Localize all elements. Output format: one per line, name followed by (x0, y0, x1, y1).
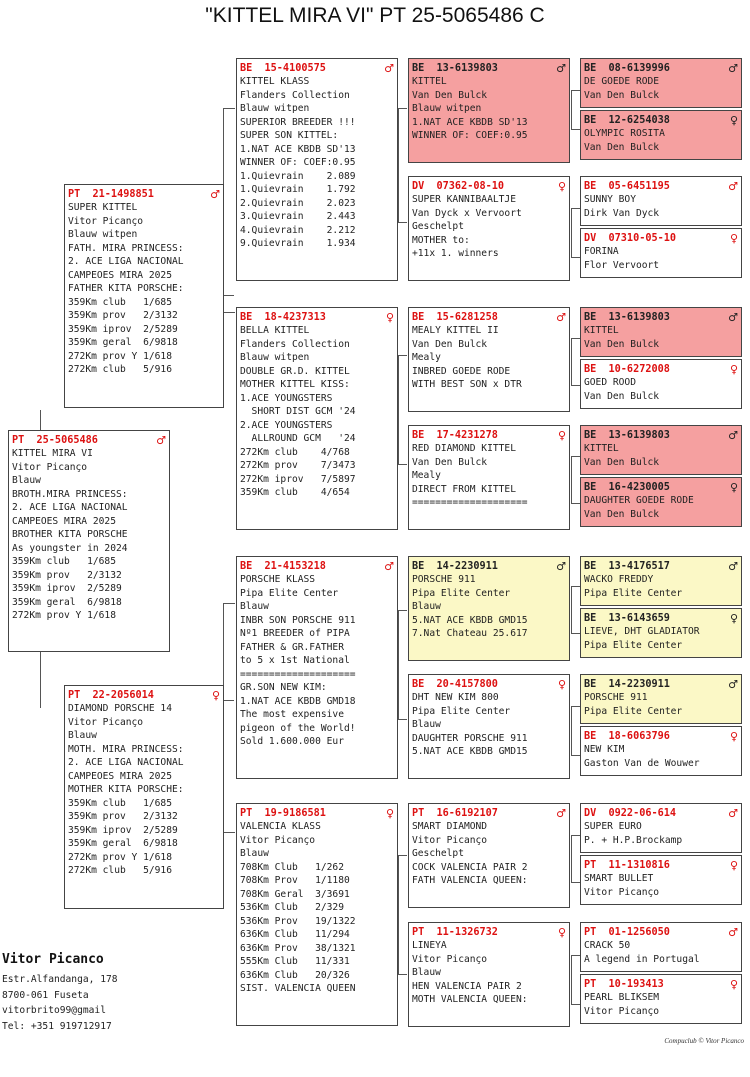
card-line: HEN VALENCIA PAIR 2 (412, 980, 522, 992)
card-line: 2. ACE LIGA NACIONAL (12, 502, 128, 513)
card-line: 2. ACE LIGA NACIONAL (68, 256, 184, 267)
card-line: ALLROUND GCM '24 (240, 433, 356, 444)
card-line: P. + H.P.Brockamp (584, 834, 683, 846)
card-line: 272Km club 4/768 (240, 446, 350, 458)
owner-name: Vitor Picanco (2, 952, 104, 967)
card-line: CAMPEOES MIRA 2025 (68, 770, 172, 782)
card-lines (68, 201, 220, 377)
card-line: Blauw (68, 730, 97, 741)
card-line: Vitor Picanço (584, 1005, 660, 1017)
card-line: 359Km club 4/654 (240, 487, 350, 498)
card-line: Blauw (412, 967, 441, 978)
ring-number: DV 07310-05-10 (584, 232, 677, 244)
male-symbol-icon: ♂ (728, 677, 738, 691)
card-line: FATHER KITA PORSCHE: (68, 283, 184, 294)
card-line: Van Den Bulck (584, 390, 660, 402)
ring-number: BE 13-6139803 (584, 429, 670, 441)
owner-email[interactable]: vitorbrito99@gmail (2, 1005, 106, 1017)
connector-subject-mother (40, 652, 41, 708)
card-line: 536Km Club 2/329 (240, 902, 344, 913)
ring-number: BE 18-4237313 (240, 311, 326, 323)
female-symbol-icon: ♀ (729, 113, 738, 127)
card-line: Blauw witpen (412, 103, 482, 114)
ring-number: BE 10-6272008 (584, 363, 670, 375)
card-line: Vitor Picanço (12, 461, 88, 473)
female-symbol-icon: ♀ (729, 611, 738, 625)
ring-number: PT 19-9186581 (240, 807, 326, 819)
male-symbol-icon: ♂ (728, 428, 738, 442)
card-line: 359Km club 1/685 (68, 296, 172, 308)
card-line: 272Km prov Y 1/618 (12, 610, 116, 621)
female-symbol-icon: ♀ (385, 806, 394, 820)
card-line: KITTEL (584, 325, 619, 336)
owner-address-line: 8700-061 Fuseta (2, 989, 89, 1001)
ring-number: BE 08-6139996 (584, 62, 670, 74)
male-symbol-icon: ♂ (556, 806, 566, 820)
card-line: Flor Vervoort (584, 259, 660, 271)
card-line: Mealy (412, 352, 441, 363)
ring-number: BE 05-6451195 (584, 180, 670, 192)
pigeon-card-gen4[interactable] (580, 477, 742, 527)
card-line: MOTHER KITTEL KISS: (240, 379, 350, 390)
card-line: 1.ACE YOUNGSTERS (240, 392, 333, 404)
card-line: MOTH. MIRA PRINCESS: (68, 743, 184, 755)
card-line: 359Km club 1/685 (12, 556, 116, 567)
ring-number: DV 0922-06-614 (584, 807, 677, 819)
card-line: DAUGHTER PORSCHE 911 (412, 732, 528, 744)
card-line: DIAMOND PORSCHE 14 (68, 703, 172, 714)
card-lines (412, 324, 566, 392)
card-line: 9.Quievrain 1.934 (240, 238, 356, 249)
connector-g3-bracket-5 (571, 586, 580, 634)
male-symbol-icon: ♂ (728, 310, 738, 324)
connector-mother-bracket (223, 603, 235, 833)
pigeon-card-gen4[interactable] (580, 307, 742, 357)
card-line: 359Km geral 6/9818 (68, 337, 178, 348)
male-symbol-icon: ♂ (728, 559, 738, 573)
card-line: Mealy (412, 470, 441, 481)
pigeon-card-gen4[interactable] (580, 176, 742, 226)
card-line: Pipa Elite Center (412, 587, 511, 599)
card-line: Blauw witpen (68, 229, 138, 240)
female-symbol-icon: ♀ (729, 362, 738, 376)
card-line: KITTEL (412, 76, 447, 87)
card-line: PEARL BLIKSEM (584, 992, 660, 1003)
pigeon-card-subject[interactable] (8, 430, 170, 652)
card-line: Van Den Bulck (412, 89, 488, 101)
card-line: MOTHER to: (412, 234, 470, 246)
card-line: Pipa Elite Center (584, 639, 683, 651)
card-line: Van Dyck x Vervoort (412, 207, 522, 219)
ring-number: BE 20-4157800 (412, 678, 498, 690)
male-symbol-icon: ♂ (556, 61, 566, 75)
card-line: COCK VALENCIA PAIR 2 (412, 861, 528, 873)
male-symbol-icon: ♂ (728, 806, 738, 820)
pigeon-card-gen4[interactable] (580, 58, 742, 108)
card-line: SHORT DIST GCM '24 (240, 406, 356, 417)
ring-number: BE 15-6281258 (412, 311, 498, 323)
card-lines (240, 75, 394, 251)
male-symbol-icon: ♂ (728, 179, 738, 193)
pigeon-card-gen4[interactable] (580, 726, 742, 776)
card-line: 636Km Club 11/294 (240, 929, 350, 940)
ring-number: BE 13-6139803 (584, 311, 670, 323)
pigeon-card-gen4[interactable] (580, 922, 742, 972)
card-line: 359Km iprov 2/5289 (68, 824, 178, 836)
ring-number: PT 21-1498851 (68, 188, 154, 200)
female-symbol-icon: ♀ (729, 231, 738, 245)
ring-number: BE 14-2230911 (584, 678, 670, 690)
owner-address (2, 972, 118, 1034)
card-line: SUPER KANNIBAALTJE (412, 194, 516, 205)
card-line: 359Km geral 6/9818 (12, 596, 122, 608)
ring-number: BE 16-4230005 (584, 481, 670, 493)
connector-mother-link (224, 700, 234, 701)
card-line: Flanders Collection (240, 89, 350, 101)
card-line: GR.SON NEW KIM: (240, 682, 327, 693)
card-line: OLYMPIC ROSITA (584, 128, 665, 139)
ring-number: PT 16-6192107 (412, 807, 498, 819)
card-line: 359Km prov 2/3132 (68, 310, 178, 321)
connector-fm-bracket (398, 355, 407, 465)
pigeon-card-ffm[interactable] (408, 176, 570, 281)
card-line: Pipa Elite Center (584, 587, 683, 599)
card-line: Nº1 BREEDER of PIPA (240, 628, 350, 639)
pigeon-card-father[interactable] (64, 184, 224, 408)
ring-number: BE 21-4153218 (240, 560, 326, 572)
card-line: Pipa Elite Center (584, 705, 683, 717)
card-line: CAMPEOES MIRA 2025 (68, 269, 172, 281)
pigeon-card-gen4[interactable] (580, 608, 742, 658)
male-symbol-icon: ♂ (556, 310, 566, 324)
connector-g3-bracket-8 (571, 955, 580, 1005)
pigeon-card-mfm[interactable] (408, 674, 570, 779)
card-line: Vitor Picanço (68, 215, 144, 227)
female-symbol-icon: ♀ (385, 310, 394, 324)
owner-phone[interactable]: Tel: +351 919712917 (2, 1020, 112, 1032)
card-line: ==================== (412, 497, 528, 508)
card-line: Van Den Bulck (412, 456, 488, 468)
card-line: 272Km club 5/916 (68, 865, 172, 876)
card-line: Flanders Collection (240, 338, 350, 350)
pigeon-card-gen4[interactable] (580, 228, 742, 278)
card-line: A legend in Portugal (584, 953, 700, 965)
card-line: Blauw (240, 848, 269, 859)
pigeon-card-mmm[interactable] (408, 922, 570, 1027)
card-line: Sold 1.600.000 Eur (240, 736, 344, 747)
connector-mm-bracket (398, 855, 407, 975)
pigeon-card-fmf[interactable] (408, 307, 570, 412)
connector-father-bracket (223, 108, 235, 313)
card-line: 708Km Club 1/262 (240, 861, 344, 873)
card-line: Blauw witpen (240, 103, 310, 114)
ring-number: PT 01-1256050 (584, 926, 670, 938)
female-symbol-icon: ♀ (557, 925, 566, 939)
female-symbol-icon: ♀ (557, 428, 566, 442)
card-line: 2.ACE YOUNGSTERS (240, 419, 333, 431)
card-line: SUPERIOR BREEDER !!! (240, 116, 356, 128)
pigeon-card-ff[interactable] (236, 58, 398, 281)
ring-number: BE 13-6143659 (584, 612, 670, 624)
card-lines (412, 573, 566, 641)
card-line: Van Den Bulck (584, 338, 660, 350)
male-symbol-icon: ♂ (384, 559, 394, 573)
card-lines (68, 702, 220, 878)
card-line: INBRED GOEDE RODE (412, 365, 511, 377)
card-line: 536Km Prov 19/1322 (240, 915, 356, 927)
card-line: 4.Quievrain 2.212 (240, 224, 356, 236)
card-line: 359Km club 1/685 (68, 797, 172, 809)
card-line: SUNNY BOY (584, 194, 636, 205)
pigeon-card-fm[interactable] (236, 307, 398, 530)
connector-g3-bracket-4 (571, 456, 580, 504)
card-line: 555Km Club 11/331 (240, 956, 350, 967)
ring-number: BE 13-6139803 (412, 62, 498, 74)
card-line: Pipa Elite Center (412, 705, 511, 717)
card-line: 708Km Geral 3/3691 (240, 888, 350, 900)
male-symbol-icon: ♂ (728, 61, 738, 75)
card-line: KITTEL (584, 443, 619, 454)
card-line: Van Den Bulck (412, 338, 488, 350)
pigeon-card-gen4[interactable] (580, 674, 742, 724)
ring-number: PT 10-193413 (584, 978, 664, 990)
card-line: DOUBLE GR.D. KITTEL (240, 365, 350, 377)
card-line: Blauw (240, 601, 269, 612)
card-line: GOED ROOD (584, 377, 636, 388)
ring-number: PT 11-1326732 (412, 926, 498, 938)
card-line: The most expensive (240, 709, 344, 720)
ring-number: PT 25-5065486 (12, 434, 98, 446)
card-line: to 5 x 1st National (240, 655, 350, 666)
card-line: KITTEL MIRA VI (12, 448, 93, 459)
card-line: INBR SON PORSCHE 911 (240, 614, 356, 626)
card-line: 272Km prov Y 1/618 (68, 350, 172, 362)
pigeon-card-gen4[interactable] (580, 359, 742, 409)
card-line: 636Km Prov 38/1321 (240, 942, 356, 954)
card-line: MOTH VALENCIA QUEEN: (412, 994, 528, 1005)
connector-subject (40, 410, 41, 430)
female-symbol-icon: ♀ (557, 677, 566, 691)
card-line: 272Km iprov 7/5897 (240, 473, 356, 485)
ring-number: BE 13-4176517 (584, 560, 670, 572)
card-line: 359Km geral 6/9818 (68, 838, 178, 849)
card-line: BELLA KITTEL (240, 325, 310, 336)
card-line: 359Km prov 2/3132 (68, 811, 178, 822)
card-line: 708Km Prov 1/1180 (240, 875, 350, 886)
card-line: WITH BEST SON x DTR (412, 379, 522, 390)
card-lines (240, 820, 394, 996)
ring-number: BE 15-4100575 (240, 62, 326, 74)
card-line: 1.Quievrain 2.089 (240, 170, 356, 182)
card-line: Blauw (12, 475, 41, 486)
pigeon-card-gen4[interactable] (580, 803, 742, 853)
card-lines (412, 193, 566, 261)
card-line: DAUGHTER GOEDE RODE (584, 495, 694, 506)
card-line: ==================== (240, 668, 356, 680)
card-line: Blauw (412, 601, 441, 612)
card-line: +11x 1. winners (412, 248, 499, 259)
connector-father-link (224, 295, 234, 296)
connector-g3-bracket-6 (571, 706, 580, 756)
card-line: LIEVE, DHT GLADIATOR (584, 626, 700, 637)
card-line: Vitor Picanço (584, 886, 660, 898)
card-lines (412, 691, 566, 759)
card-line: BROTHER KITA PORSCHE (12, 529, 128, 540)
pigeon-card-gen4[interactable] (580, 425, 742, 475)
card-line: Gaston Van de Wouwer (584, 757, 700, 769)
footer-credit: Compuclub © Vitor Picanco (664, 1037, 744, 1045)
card-line: FATH. MIRA PRINCESS: (68, 242, 184, 254)
card-line: As youngster in 2024 (12, 542, 128, 554)
card-line: 1.NAT ACE KBDB SD'13 (240, 143, 356, 155)
card-line: 272Km prov 7/3473 (240, 460, 356, 471)
pigeon-card-gen4[interactable] (580, 855, 742, 905)
pigeon-card-fmm[interactable] (408, 425, 570, 530)
card-line: DE GOEDE RODE (584, 76, 660, 87)
card-line: LINEYA (412, 940, 447, 951)
ring-number: PT 11-1310816 (584, 859, 670, 871)
card-line: 359Km iprov 2/5289 (12, 583, 122, 594)
male-symbol-icon: ♂ (210, 187, 220, 201)
female-symbol-icon: ♀ (211, 688, 220, 702)
connector-ff-bracket (398, 108, 407, 223)
card-line: Pipa Elite Center (240, 587, 339, 599)
connector-g3-bracket-7 (571, 835, 580, 883)
card-line: 2. ACE LIGA NACIONAL (68, 757, 184, 768)
card-line: SUPER SON KITTEL: (240, 130, 339, 141)
card-line: 5.NAT ACE KBDB GMD15 (412, 746, 528, 757)
card-line: Vitor Picanço (240, 834, 316, 846)
card-line: 636Km Club 20/326 (240, 969, 350, 981)
ring-number: BE 18-6063796 (584, 730, 670, 742)
male-symbol-icon: ♂ (156, 433, 166, 447)
card-line: Geschelpt (412, 221, 464, 232)
card-line: MEALY KITTEL II (412, 325, 499, 336)
card-line: FORINA (584, 246, 619, 257)
card-line: BROTH.MIRA PRINCESS: (12, 488, 128, 500)
card-line: 272Km prov Y 1/618 (68, 851, 172, 863)
card-line: pigeon of the World! (240, 722, 356, 734)
card-line: 1.NAT ACE KBDB GMD18 (240, 695, 356, 707)
ring-number: BE 12-6254038 (584, 114, 670, 126)
card-line: 3.Quievrain 2.443 (240, 211, 356, 222)
pedigree-title: "KITTEL MIRA VI" PT 25-5065486 C (205, 4, 545, 27)
card-line: FATHER & GR.FATHER (240, 641, 344, 653)
card-line: 5.NAT ACE KBDB GMD15 (412, 614, 528, 626)
ring-number: BE 17-4231278 (412, 429, 498, 441)
card-line: 1.Quievrain 1.792 (240, 184, 356, 195)
card-line: Dirk Van Dyck (584, 207, 660, 219)
connector-g3-bracket-3 (571, 338, 580, 386)
pigeon-card-mff[interactable] (408, 556, 570, 661)
card-lines (412, 75, 566, 143)
male-symbol-icon: ♂ (728, 925, 738, 939)
card-line: SUPER EURO (584, 821, 642, 832)
pigeon-card-mmf[interactable] (408, 803, 570, 908)
card-line: PORSCHE KLASS (240, 574, 316, 585)
card-line: Van Den Bulck (584, 456, 660, 468)
pigeon-card-fff[interactable] (408, 58, 570, 163)
card-line: Vitor Picanço (412, 953, 488, 965)
card-line: SMART DIAMOND (412, 821, 488, 832)
card-line: VALENCIA KLASS (240, 821, 321, 832)
card-lines (12, 447, 166, 623)
owner-address-line: Estr.Alfandanga, 178 (2, 974, 118, 985)
pigeon-card-gen4[interactable] (580, 556, 742, 606)
card-line: Blauw witpen (240, 352, 310, 363)
female-symbol-icon: ♀ (729, 480, 738, 494)
card-line: Van Den Bulck (584, 89, 660, 101)
card-line: SMART BULLET (584, 873, 654, 884)
connector-g3-bracket-1 (571, 90, 580, 130)
card-line: SUPER KITTEL (68, 202, 138, 213)
card-lines (412, 820, 566, 888)
card-lines (240, 324, 394, 500)
ring-number: BE 14-2230911 (412, 560, 498, 572)
card-line: Blauw (412, 719, 441, 730)
card-line: Vitor Picanço (412, 834, 488, 846)
card-line: WINNER OF: COEF:0.95 (412, 130, 528, 141)
card-line: MOTHER KITA PORSCHE: (68, 784, 184, 795)
ring-number: PT 22-2056014 (68, 689, 154, 701)
card-line: Van Den Bulck (584, 141, 660, 153)
female-symbol-icon: ♀ (729, 977, 738, 991)
card-line: KITTEL KLASS (240, 76, 310, 87)
male-symbol-icon: ♂ (384, 61, 394, 75)
female-symbol-icon: ♀ (729, 858, 738, 872)
card-lines (412, 442, 566, 510)
pigeon-card-gen4[interactable] (580, 974, 742, 1024)
male-symbol-icon: ♂ (556, 559, 566, 573)
card-line: 2.Quievrain 2.023 (240, 197, 356, 209)
card-line: PORSCHE 911 (584, 692, 648, 703)
card-lines (240, 573, 394, 749)
card-line: RED DIAMOND KITTEL (412, 443, 516, 454)
card-line: 7.Nat Chateau 25.617 (412, 628, 528, 639)
card-lines (412, 939, 566, 1007)
card-line: PORSCHE 911 (412, 574, 476, 585)
card-line: Van Den Bulck (584, 508, 660, 520)
card-line: WACKO FREDDY (584, 574, 654, 585)
pigeon-card-gen4[interactable] (580, 110, 742, 160)
female-symbol-icon: ♀ (557, 179, 566, 193)
card-line: DHT NEW KIM 800 (412, 692, 499, 703)
connector-g3-bracket-2 (571, 208, 580, 258)
card-line: FATH VALENCIA QUEEN: (412, 875, 528, 886)
card-line: Geschelpt (412, 848, 464, 859)
connector-mf-bracket (398, 610, 407, 720)
card-line: 1.NAT ACE KBDB SD'13 (412, 116, 528, 128)
ring-number: DV 07362-08-10 (412, 180, 505, 192)
card-line: 359Km prov 2/3132 (12, 569, 122, 581)
pigeon-card-mother[interactable] (64, 685, 224, 909)
card-line: NEW KIM (584, 744, 625, 755)
card-line: CRACK 50 (584, 940, 631, 951)
card-line: SIST. VALENCIA QUEEN (240, 983, 356, 994)
card-line: Vitor Picanço (68, 716, 144, 728)
card-line: 272Km club 5/916 (68, 364, 172, 375)
card-line: WINNER OF: COEF:0.95 (240, 157, 356, 168)
pigeon-card-mf[interactable] (236, 556, 398, 779)
pigeon-card-mm[interactable] (236, 803, 398, 1026)
card-line: CAMPEOES MIRA 2025 (12, 515, 116, 527)
female-symbol-icon: ♀ (729, 729, 738, 743)
card-line: 359Km iprov 2/5289 (68, 323, 178, 335)
card-line: DIRECT FROM KITTEL (412, 483, 516, 495)
